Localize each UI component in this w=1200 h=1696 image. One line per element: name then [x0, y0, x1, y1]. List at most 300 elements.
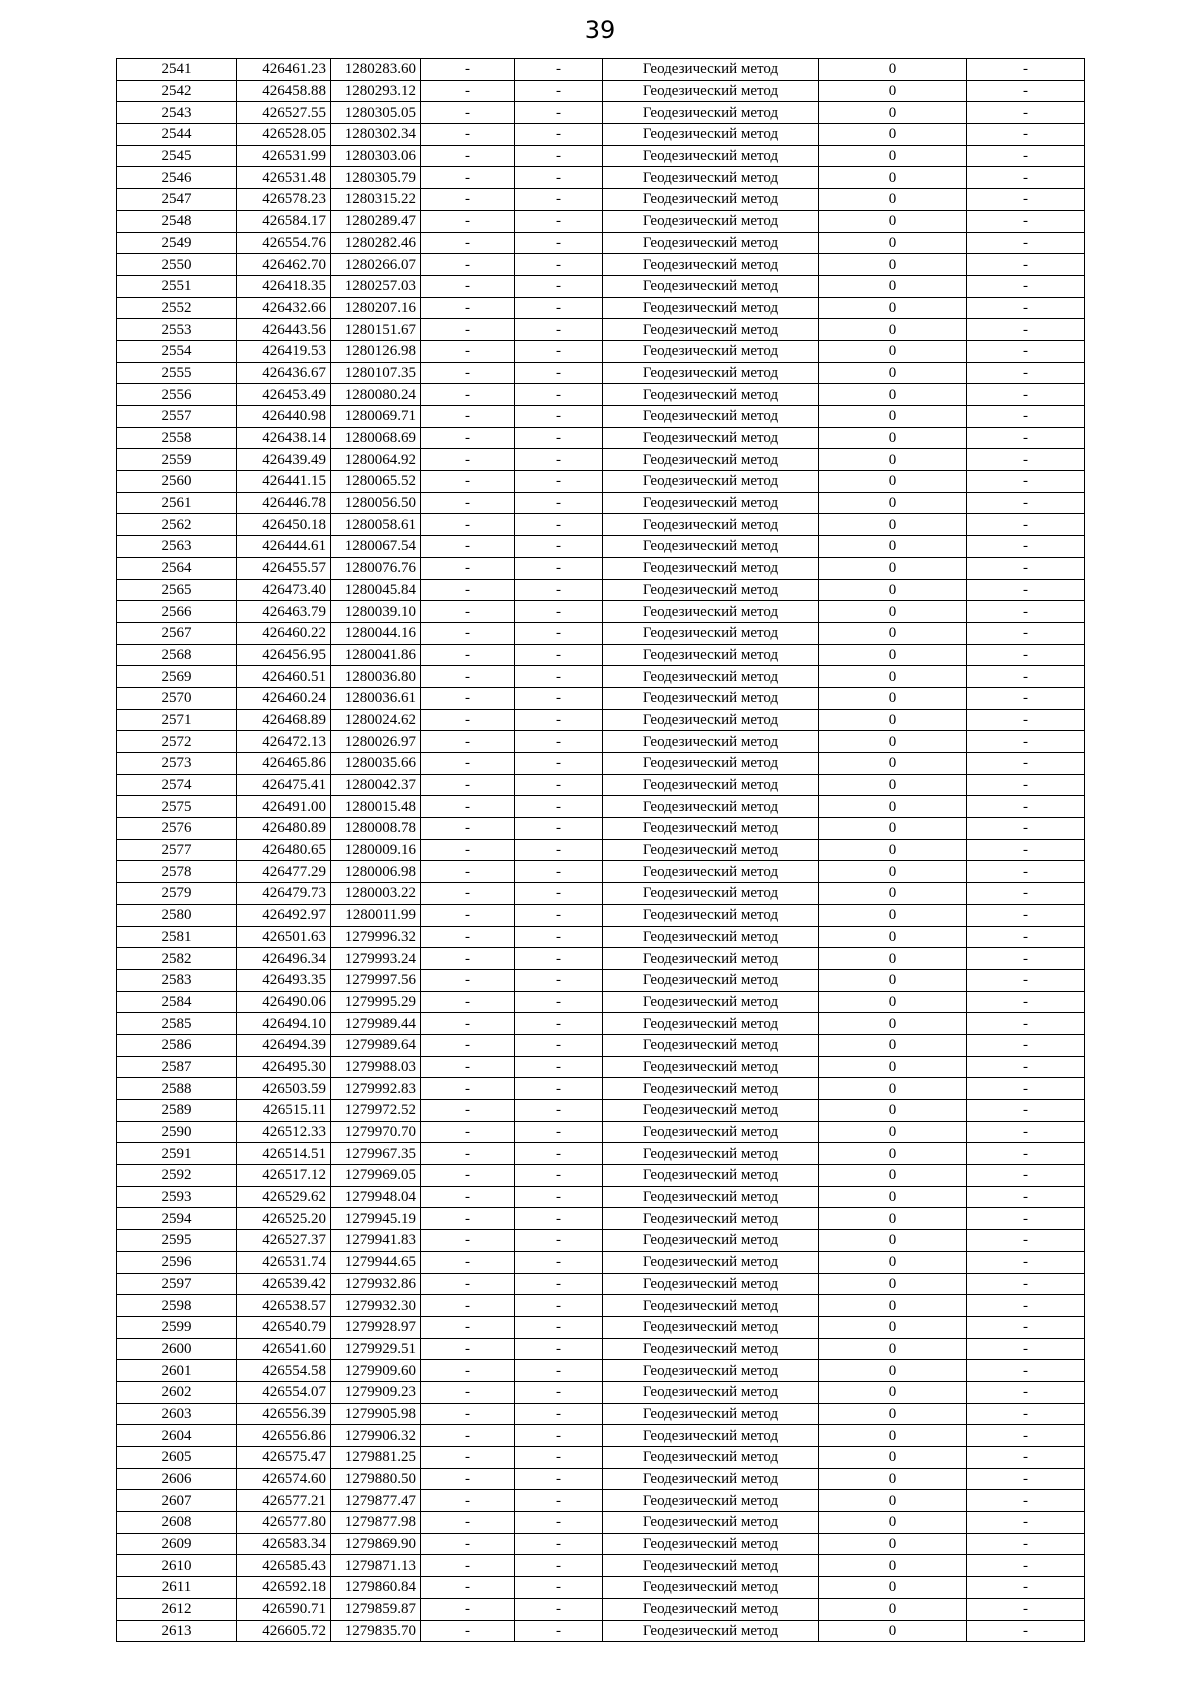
dash-cell: - — [515, 145, 603, 167]
table-row — [117, 514, 1085, 536]
point-number-cell: 2547 — [117, 189, 237, 211]
zero-cell: 0 — [819, 406, 967, 428]
x-coordinate-cell: 426525.20 — [237, 1208, 331, 1230]
x-coordinate-cell: 426419.53 — [237, 340, 331, 362]
y-coordinate-cell: 1280006.98 — [331, 861, 421, 883]
dash-cell: - — [967, 709, 1085, 731]
method-cell: Геодезический метод — [603, 969, 819, 991]
dash-cell: - — [515, 1555, 603, 1577]
dash-cell: - — [421, 1186, 515, 1208]
table-row — [117, 1013, 1085, 1035]
dash-cell: - — [421, 1034, 515, 1056]
y-coordinate-cell: 1280126.98 — [331, 340, 421, 362]
dash-cell: - — [967, 59, 1085, 81]
x-coordinate-cell: 426440.98 — [237, 406, 331, 428]
method-cell: Геодезический метод — [603, 622, 819, 644]
dash-cell: - — [515, 1533, 603, 1555]
dash-cell: - — [967, 1230, 1085, 1252]
dash-cell: - — [967, 1100, 1085, 1122]
zero-cell: 0 — [819, 991, 967, 1013]
table-row — [117, 557, 1085, 579]
point-number-cell: 2573 — [117, 753, 237, 775]
dash-cell: - — [967, 1316, 1085, 1338]
method-cell: Геодезический метод — [603, 1056, 819, 1078]
x-coordinate-cell: 426514.51 — [237, 1143, 331, 1165]
zero-cell: 0 — [819, 969, 967, 991]
x-coordinate-cell: 426460.51 — [237, 666, 331, 688]
table-row — [117, 1316, 1085, 1338]
dash-cell: - — [421, 1598, 515, 1620]
method-cell: Геодезический метод — [603, 883, 819, 905]
dash-cell: - — [515, 1490, 603, 1512]
dash-cell: - — [421, 948, 515, 970]
y-coordinate-cell: 1279929.51 — [331, 1338, 421, 1360]
point-number-cell: 2542 — [117, 80, 237, 102]
method-cell: Геодезический метод — [603, 1121, 819, 1143]
dash-cell: - — [515, 1577, 603, 1599]
table-row — [117, 427, 1085, 449]
zero-cell: 0 — [819, 232, 967, 254]
dash-cell: - — [967, 275, 1085, 297]
point-number-cell: 2607 — [117, 1490, 237, 1512]
method-cell: Геодезический метод — [603, 1100, 819, 1122]
y-coordinate-cell: 1280107.35 — [331, 362, 421, 384]
method-cell: Геодезический метод — [603, 796, 819, 818]
dash-cell: - — [967, 601, 1085, 623]
dash-cell: - — [515, 1598, 603, 1620]
dash-cell: - — [515, 210, 603, 232]
dash-cell: - — [967, 254, 1085, 276]
dash-cell: - — [515, 1251, 603, 1273]
dash-cell: - — [515, 80, 603, 102]
x-coordinate-cell: 426472.13 — [237, 731, 331, 753]
dash-cell: - — [967, 124, 1085, 146]
zero-cell: 0 — [819, 557, 967, 579]
dash-cell: - — [967, 1533, 1085, 1555]
dash-cell: - — [515, 1143, 603, 1165]
point-number-cell: 2592 — [117, 1165, 237, 1187]
zero-cell: 0 — [819, 1230, 967, 1252]
dash-cell: - — [421, 818, 515, 840]
dash-cell: - — [515, 384, 603, 406]
point-number-cell: 2599 — [117, 1316, 237, 1338]
dash-cell: - — [421, 1447, 515, 1469]
method-cell: Геодезический метод — [603, 1143, 819, 1165]
dash-cell: - — [515, 1013, 603, 1035]
x-coordinate-cell: 426556.86 — [237, 1425, 331, 1447]
method-cell: Геодезический метод — [603, 601, 819, 623]
y-coordinate-cell: 1280076.76 — [331, 557, 421, 579]
y-coordinate-cell: 1280067.54 — [331, 536, 421, 558]
dash-cell: - — [421, 1121, 515, 1143]
x-coordinate-cell: 426455.57 — [237, 557, 331, 579]
zero-cell: 0 — [819, 80, 967, 102]
zero-cell: 0 — [819, 579, 967, 601]
zero-cell: 0 — [819, 839, 967, 861]
y-coordinate-cell: 1280305.05 — [331, 102, 421, 124]
point-number-cell: 2596 — [117, 1251, 237, 1273]
point-number-cell: 2557 — [117, 406, 237, 428]
point-number-cell: 2605 — [117, 1447, 237, 1469]
dash-cell: - — [967, 1598, 1085, 1620]
y-coordinate-cell: 1279906.32 — [331, 1425, 421, 1447]
y-coordinate-cell: 1280039.10 — [331, 601, 421, 623]
dash-cell: - — [421, 427, 515, 449]
dash-cell: - — [967, 1208, 1085, 1230]
method-cell: Геодезический метод — [603, 1251, 819, 1273]
zero-cell: 0 — [819, 189, 967, 211]
dash-cell: - — [967, 167, 1085, 189]
dash-cell: - — [967, 1360, 1085, 1382]
dash-cell: - — [967, 796, 1085, 818]
method-cell: Геодезический метод — [603, 319, 819, 341]
method-cell: Геодезический метод — [603, 557, 819, 579]
table-row — [117, 1533, 1085, 1555]
dash-cell: - — [421, 687, 515, 709]
y-coordinate-cell: 1279881.25 — [331, 1447, 421, 1469]
dash-cell: - — [421, 102, 515, 124]
y-coordinate-cell: 1280044.16 — [331, 622, 421, 644]
zero-cell: 0 — [819, 1468, 967, 1490]
point-number-cell: 2546 — [117, 167, 237, 189]
dash-cell: - — [967, 1143, 1085, 1165]
y-coordinate-cell: 1280293.12 — [331, 80, 421, 102]
method-cell: Геодезический метод — [603, 666, 819, 688]
method-cell: Геодезический метод — [603, 818, 819, 840]
x-coordinate-cell: 426461.23 — [237, 59, 331, 81]
method-cell: Геодезический метод — [603, 1230, 819, 1252]
method-cell: Геодезический метод — [603, 254, 819, 276]
zero-cell: 0 — [819, 1338, 967, 1360]
y-coordinate-cell: 1279871.13 — [331, 1555, 421, 1577]
point-number-cell: 2590 — [117, 1121, 237, 1143]
zero-cell: 0 — [819, 1056, 967, 1078]
table-row — [117, 861, 1085, 883]
method-cell: Геодезический метод — [603, 1338, 819, 1360]
dash-cell: - — [421, 340, 515, 362]
method-cell: Геодезический метод — [603, 232, 819, 254]
dash-cell: - — [967, 514, 1085, 536]
y-coordinate-cell: 1279993.24 — [331, 948, 421, 970]
dash-cell: - — [421, 1013, 515, 1035]
method-cell: Геодезический метод — [603, 1316, 819, 1338]
dash-cell: - — [967, 1490, 1085, 1512]
point-number-cell: 2570 — [117, 687, 237, 709]
dash-cell: - — [421, 145, 515, 167]
dash-cell: - — [421, 579, 515, 601]
dash-cell: - — [515, 362, 603, 384]
dash-cell: - — [515, 774, 603, 796]
zero-cell: 0 — [819, 145, 967, 167]
x-coordinate-cell: 426453.49 — [237, 384, 331, 406]
table-row — [117, 80, 1085, 102]
dash-cell: - — [515, 492, 603, 514]
point-number-cell: 2606 — [117, 1468, 237, 1490]
point-number-cell: 2601 — [117, 1360, 237, 1382]
zero-cell: 0 — [819, 1295, 967, 1317]
y-coordinate-cell: 1279860.84 — [331, 1577, 421, 1599]
dash-cell: - — [967, 145, 1085, 167]
dash-cell: - — [515, 557, 603, 579]
y-coordinate-cell: 1279877.98 — [331, 1512, 421, 1534]
point-number-cell: 2563 — [117, 536, 237, 558]
x-coordinate-cell: 426446.78 — [237, 492, 331, 514]
table-row — [117, 145, 1085, 167]
method-cell: Геодезический метод — [603, 753, 819, 775]
dash-cell: - — [421, 275, 515, 297]
point-number-cell: 2585 — [117, 1013, 237, 1035]
zero-cell: 0 — [819, 687, 967, 709]
x-coordinate-cell: 426503.59 — [237, 1078, 331, 1100]
dash-cell: - — [421, 1316, 515, 1338]
zero-cell: 0 — [819, 1251, 967, 1273]
dash-cell: - — [515, 59, 603, 81]
zero-cell: 0 — [819, 1490, 967, 1512]
dash-cell: - — [515, 340, 603, 362]
y-coordinate-cell: 1280064.92 — [331, 449, 421, 471]
x-coordinate-cell: 426493.35 — [237, 969, 331, 991]
x-coordinate-cell: 426541.60 — [237, 1338, 331, 1360]
method-cell: Геодезический метод — [603, 1273, 819, 1295]
table-row — [117, 818, 1085, 840]
x-coordinate-cell: 426539.42 — [237, 1273, 331, 1295]
dash-cell: - — [515, 1425, 603, 1447]
y-coordinate-cell: 1279970.70 — [331, 1121, 421, 1143]
x-coordinate-cell: 426590.71 — [237, 1598, 331, 1620]
dash-cell: - — [515, 232, 603, 254]
dash-cell: - — [421, 1533, 515, 1555]
table-row — [117, 1078, 1085, 1100]
y-coordinate-cell: 1280065.52 — [331, 471, 421, 493]
x-coordinate-cell: 426554.07 — [237, 1381, 331, 1403]
point-number-cell: 2602 — [117, 1381, 237, 1403]
x-coordinate-cell: 426554.58 — [237, 1360, 331, 1382]
dash-cell: - — [421, 1056, 515, 1078]
dash-cell: - — [515, 449, 603, 471]
table-row — [117, 1034, 1085, 1056]
dash-cell: - — [967, 362, 1085, 384]
table-row — [117, 340, 1085, 362]
y-coordinate-cell: 1279835.70 — [331, 1620, 421, 1642]
method-cell: Геодезический метод — [603, 709, 819, 731]
dash-cell: - — [967, 1295, 1085, 1317]
y-coordinate-cell: 1279989.44 — [331, 1013, 421, 1035]
dash-cell: - — [421, 1403, 515, 1425]
zero-cell: 0 — [819, 1577, 967, 1599]
dash-cell: - — [967, 384, 1085, 406]
table-row — [117, 601, 1085, 623]
table-row — [117, 1165, 1085, 1187]
dash-cell: - — [421, 406, 515, 428]
point-number-cell: 2569 — [117, 666, 237, 688]
point-number-cell: 2544 — [117, 124, 237, 146]
table-row — [117, 969, 1085, 991]
dash-cell: - — [967, 1468, 1085, 1490]
table-row — [117, 449, 1085, 471]
dash-cell: - — [515, 1165, 603, 1187]
zero-cell: 0 — [819, 471, 967, 493]
zero-cell: 0 — [819, 1381, 967, 1403]
zero-cell: 0 — [819, 1620, 967, 1642]
y-coordinate-cell: 1280080.24 — [331, 384, 421, 406]
method-cell: Геодезический метод — [603, 536, 819, 558]
y-coordinate-cell: 1279996.32 — [331, 926, 421, 948]
x-coordinate-cell: 426468.89 — [237, 709, 331, 731]
table-row — [117, 1295, 1085, 1317]
y-coordinate-cell: 1279928.97 — [331, 1316, 421, 1338]
point-number-cell: 2611 — [117, 1577, 237, 1599]
x-coordinate-cell: 426540.79 — [237, 1316, 331, 1338]
x-coordinate-cell: 426494.10 — [237, 1013, 331, 1035]
method-cell: Геодезический метод — [603, 687, 819, 709]
point-number-cell: 2556 — [117, 384, 237, 406]
zero-cell: 0 — [819, 1186, 967, 1208]
y-coordinate-cell: 1279944.65 — [331, 1251, 421, 1273]
dash-cell: - — [967, 644, 1085, 666]
x-coordinate-cell: 426527.37 — [237, 1230, 331, 1252]
y-coordinate-cell: 1279932.86 — [331, 1273, 421, 1295]
x-coordinate-cell: 426577.21 — [237, 1490, 331, 1512]
x-coordinate-cell: 426473.40 — [237, 579, 331, 601]
table-row — [117, 687, 1085, 709]
coordinates-table — [116, 58, 1085, 1642]
table-row — [117, 492, 1085, 514]
point-number-cell: 2587 — [117, 1056, 237, 1078]
table-row — [117, 926, 1085, 948]
zero-cell: 0 — [819, 59, 967, 81]
dash-cell: - — [515, 102, 603, 124]
dash-cell: - — [421, 926, 515, 948]
dash-cell: - — [515, 1468, 603, 1490]
table-row — [117, 189, 1085, 211]
table-row — [117, 1230, 1085, 1252]
y-coordinate-cell: 1280042.37 — [331, 774, 421, 796]
dash-cell: - — [515, 319, 603, 341]
dash-cell: - — [421, 1165, 515, 1187]
point-number-cell: 2610 — [117, 1555, 237, 1577]
method-cell: Геодезический метод — [603, 449, 819, 471]
x-coordinate-cell: 426418.35 — [237, 275, 331, 297]
x-coordinate-cell: 426490.06 — [237, 991, 331, 1013]
x-coordinate-cell: 426556.39 — [237, 1403, 331, 1425]
point-number-cell: 2595 — [117, 1230, 237, 1252]
zero-cell: 0 — [819, 644, 967, 666]
table-row — [117, 297, 1085, 319]
dash-cell: - — [421, 210, 515, 232]
y-coordinate-cell: 1280026.97 — [331, 731, 421, 753]
method-cell: Геодезический метод — [603, 1620, 819, 1642]
table-row — [117, 1598, 1085, 1620]
zero-cell: 0 — [819, 1425, 967, 1447]
table-row — [117, 666, 1085, 688]
table-row — [117, 1251, 1085, 1273]
y-coordinate-cell: 1280056.50 — [331, 492, 421, 514]
dash-cell: - — [515, 297, 603, 319]
y-coordinate-cell: 1279967.35 — [331, 1143, 421, 1165]
x-coordinate-cell: 426463.79 — [237, 601, 331, 623]
dash-cell: - — [515, 1034, 603, 1056]
dash-cell: - — [515, 1360, 603, 1382]
x-coordinate-cell: 426577.80 — [237, 1512, 331, 1534]
x-coordinate-cell: 426443.56 — [237, 319, 331, 341]
method-cell: Геодезический метод — [603, 1447, 819, 1469]
table-row — [117, 948, 1085, 970]
y-coordinate-cell: 1279877.47 — [331, 1490, 421, 1512]
point-number-cell: 2582 — [117, 948, 237, 970]
x-coordinate-cell: 426477.29 — [237, 861, 331, 883]
dash-cell: - — [967, 687, 1085, 709]
method-cell: Геодезический метод — [603, 384, 819, 406]
zero-cell: 0 — [819, 1403, 967, 1425]
method-cell: Геодезический метод — [603, 1186, 819, 1208]
method-cell: Геодезический метод — [603, 124, 819, 146]
point-number-cell: 2562 — [117, 514, 237, 536]
table-row — [117, 384, 1085, 406]
method-cell: Геодезический метод — [603, 167, 819, 189]
x-coordinate-cell: 426494.39 — [237, 1034, 331, 1056]
method-cell: Геодезический метод — [603, 1034, 819, 1056]
point-number-cell: 2578 — [117, 861, 237, 883]
table-row — [117, 1490, 1085, 1512]
dash-cell: - — [967, 1251, 1085, 1273]
dash-cell: - — [515, 471, 603, 493]
y-coordinate-cell: 1280024.62 — [331, 709, 421, 731]
table-row — [117, 731, 1085, 753]
y-coordinate-cell: 1279909.60 — [331, 1360, 421, 1382]
method-cell: Геодезический метод — [603, 1403, 819, 1425]
zero-cell: 0 — [819, 861, 967, 883]
y-coordinate-cell: 1280036.80 — [331, 666, 421, 688]
dash-cell: - — [515, 406, 603, 428]
point-number-cell: 2559 — [117, 449, 237, 471]
method-cell: Геодезический метод — [603, 406, 819, 428]
table-row — [117, 319, 1085, 341]
method-cell: Геодезический метод — [603, 275, 819, 297]
table-row — [117, 991, 1085, 1013]
y-coordinate-cell: 1280003.22 — [331, 883, 421, 905]
dash-cell: - — [421, 731, 515, 753]
zero-cell: 0 — [819, 753, 967, 775]
dash-cell: - — [967, 536, 1085, 558]
y-coordinate-cell: 1279997.56 — [331, 969, 421, 991]
table-row — [117, 1447, 1085, 1469]
y-coordinate-cell: 1280009.16 — [331, 839, 421, 861]
table-row — [117, 102, 1085, 124]
method-cell: Геодезический метод — [603, 644, 819, 666]
zero-cell: 0 — [819, 297, 967, 319]
y-coordinate-cell: 1280041.86 — [331, 644, 421, 666]
dash-cell: - — [967, 1425, 1085, 1447]
point-number-cell: 2567 — [117, 622, 237, 644]
dash-cell: - — [515, 991, 603, 1013]
dash-cell: - — [967, 666, 1085, 688]
dash-cell: - — [515, 687, 603, 709]
table-row — [117, 1403, 1085, 1425]
table-row — [117, 1468, 1085, 1490]
dash-cell: - — [967, 557, 1085, 579]
point-number-cell: 2586 — [117, 1034, 237, 1056]
x-coordinate-cell: 426465.86 — [237, 753, 331, 775]
point-number-cell: 2577 — [117, 839, 237, 861]
dash-cell: - — [421, 1425, 515, 1447]
dash-cell: - — [515, 1056, 603, 1078]
method-cell: Геодезический метод — [603, 492, 819, 514]
y-coordinate-cell: 1280282.46 — [331, 232, 421, 254]
dash-cell: - — [421, 1620, 515, 1642]
zero-cell: 0 — [819, 1360, 967, 1382]
table-row — [117, 904, 1085, 926]
x-coordinate-cell: 426475.41 — [237, 774, 331, 796]
